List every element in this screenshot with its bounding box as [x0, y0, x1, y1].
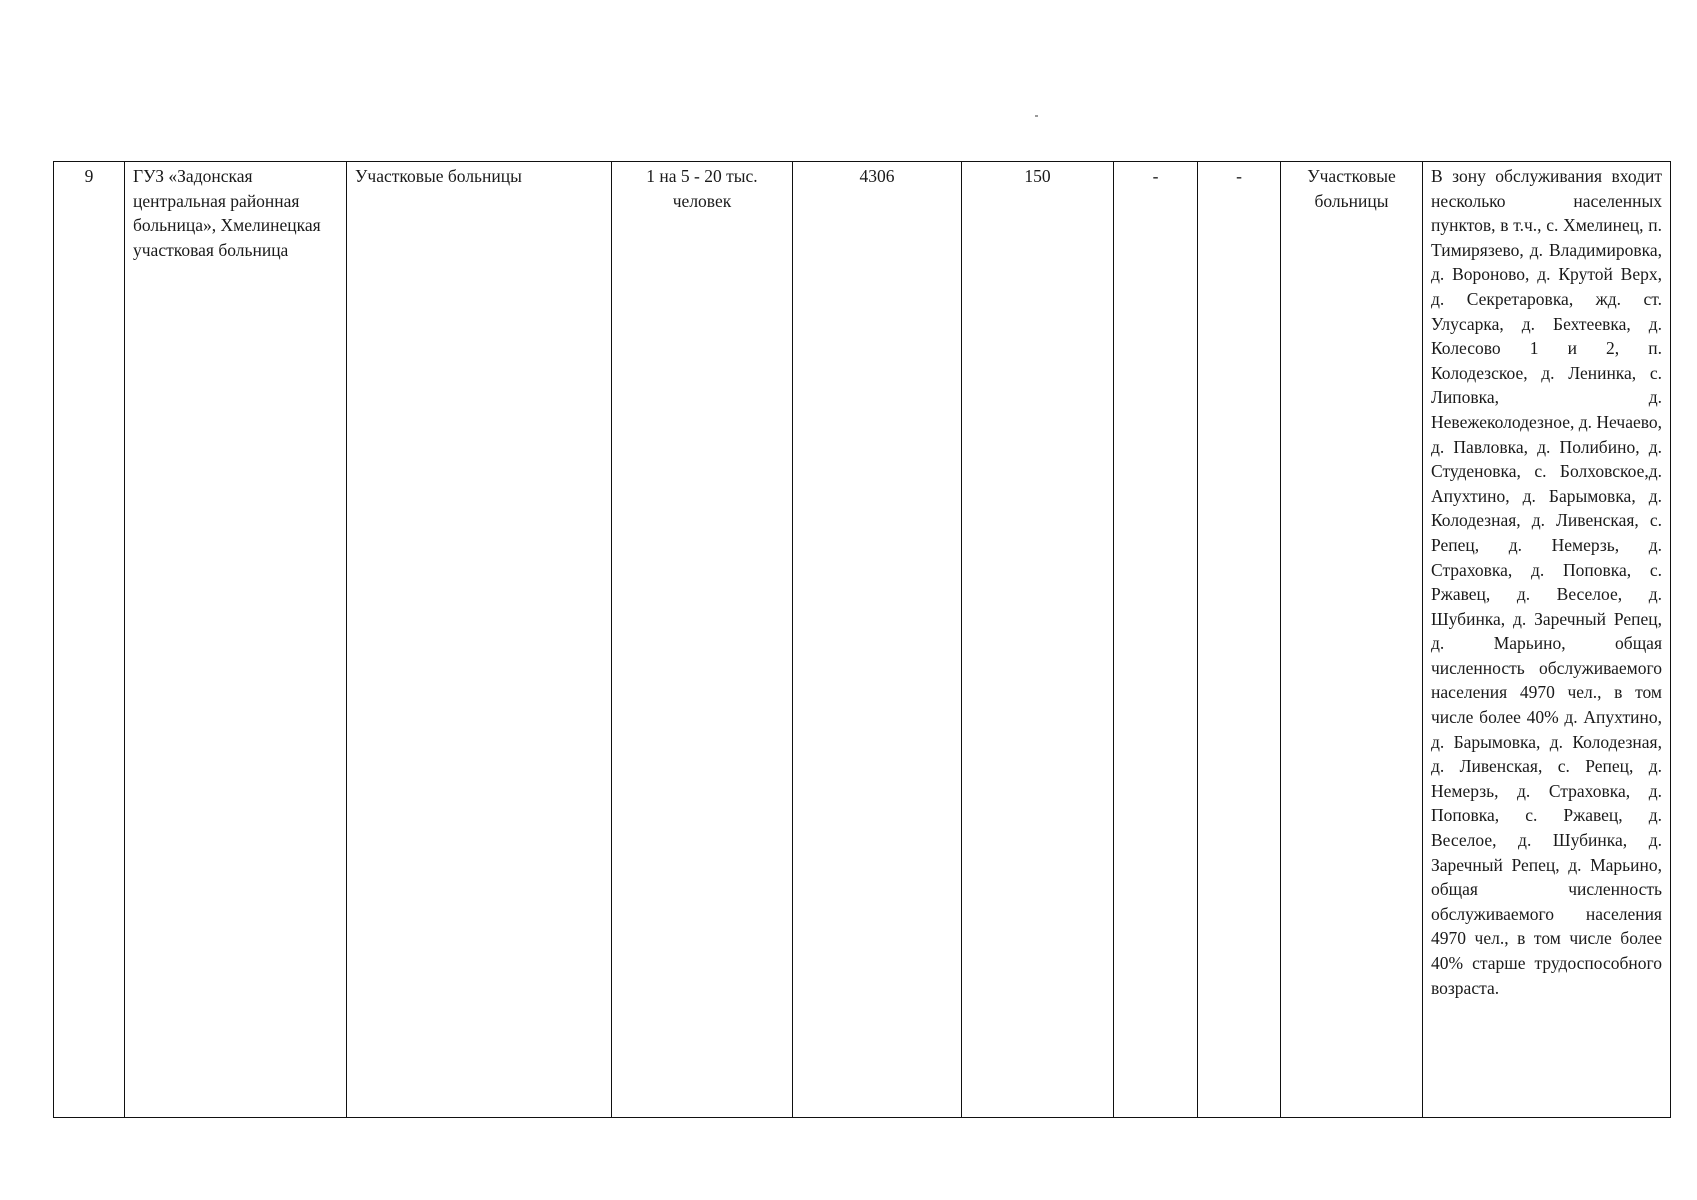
distance-cell: [962, 162, 1114, 1118]
row-number: 9: [84, 166, 94, 186]
recommended-type: Участковые больницы: [1307, 166, 1396, 211]
table-row: [54, 162, 1671, 1118]
institution-name: ГУЗ «Задонская центральная районная больница», Хмелинецкая участковая больница: [133, 166, 321, 260]
scan-artifact-dot: [1035, 115, 1038, 117]
institution-cell: [125, 162, 347, 1118]
recommended-type-cell: [1281, 162, 1423, 1118]
col7-value: -: [1152, 166, 1159, 186]
note-cell: [1423, 162, 1671, 1118]
hospital-network-table: [53, 161, 1671, 1118]
facility-type: Участковые больницы: [355, 166, 522, 186]
population-cell: [793, 162, 962, 1118]
service-area-note: В зону обслуживания входит несколько населенных пунктов, в т.ч., с. Хмелинец, п. Тимирязево, д. Владимировка, д. Вороново, д. Крутой Верх, д. Секретаровка, жд. ст. Улусарка, д. Бехтеевка, д. Колесово 1 и 2, п. Колодезское, д. Ленинка, с. Липовка, д. Невежеколодезное, д. Нечаево, д. Павловка, д. Полибино, д. Студеновка, с. Болховское,д. Апухтино, д. Барымовка, д. Колодезная, д. Ливенская, с. Репец, д. Немерзь, д. Страховка, д. Поповка, с. Ржавец, д. Веселое, д. Шубинка, д. Заречный Репец, д. Марьино, общая численность обслуживаемого населения 4970 чел., в том числе более 40% д. Апухтино, д. Барымовка, д. Колодезная, д. Ливенская, с. Репец, д. Немерзь, д. Страховка, д. Поповка, с. Ржавец, д. Веселое, д. Шубинка, д. Заречный Репец, д. Марьино, общая численность обслуживаемого населения 4970 чел., в том числе более 40% старше трудоспособного возраста.: [1431, 166, 1662, 998]
col7-cell: [1114, 162, 1198, 1118]
population-value: 4306: [859, 166, 895, 186]
row-number-cell: [54, 162, 125, 1118]
facility-type-cell: [347, 162, 612, 1118]
col8-cell: [1198, 162, 1281, 1118]
norm-cell: [612, 162, 793, 1118]
norm-value: 1 на 5 - 20 тыс. человек: [646, 166, 758, 211]
col8-value: -: [1236, 166, 1242, 186]
distance-value: 150: [1024, 166, 1051, 186]
